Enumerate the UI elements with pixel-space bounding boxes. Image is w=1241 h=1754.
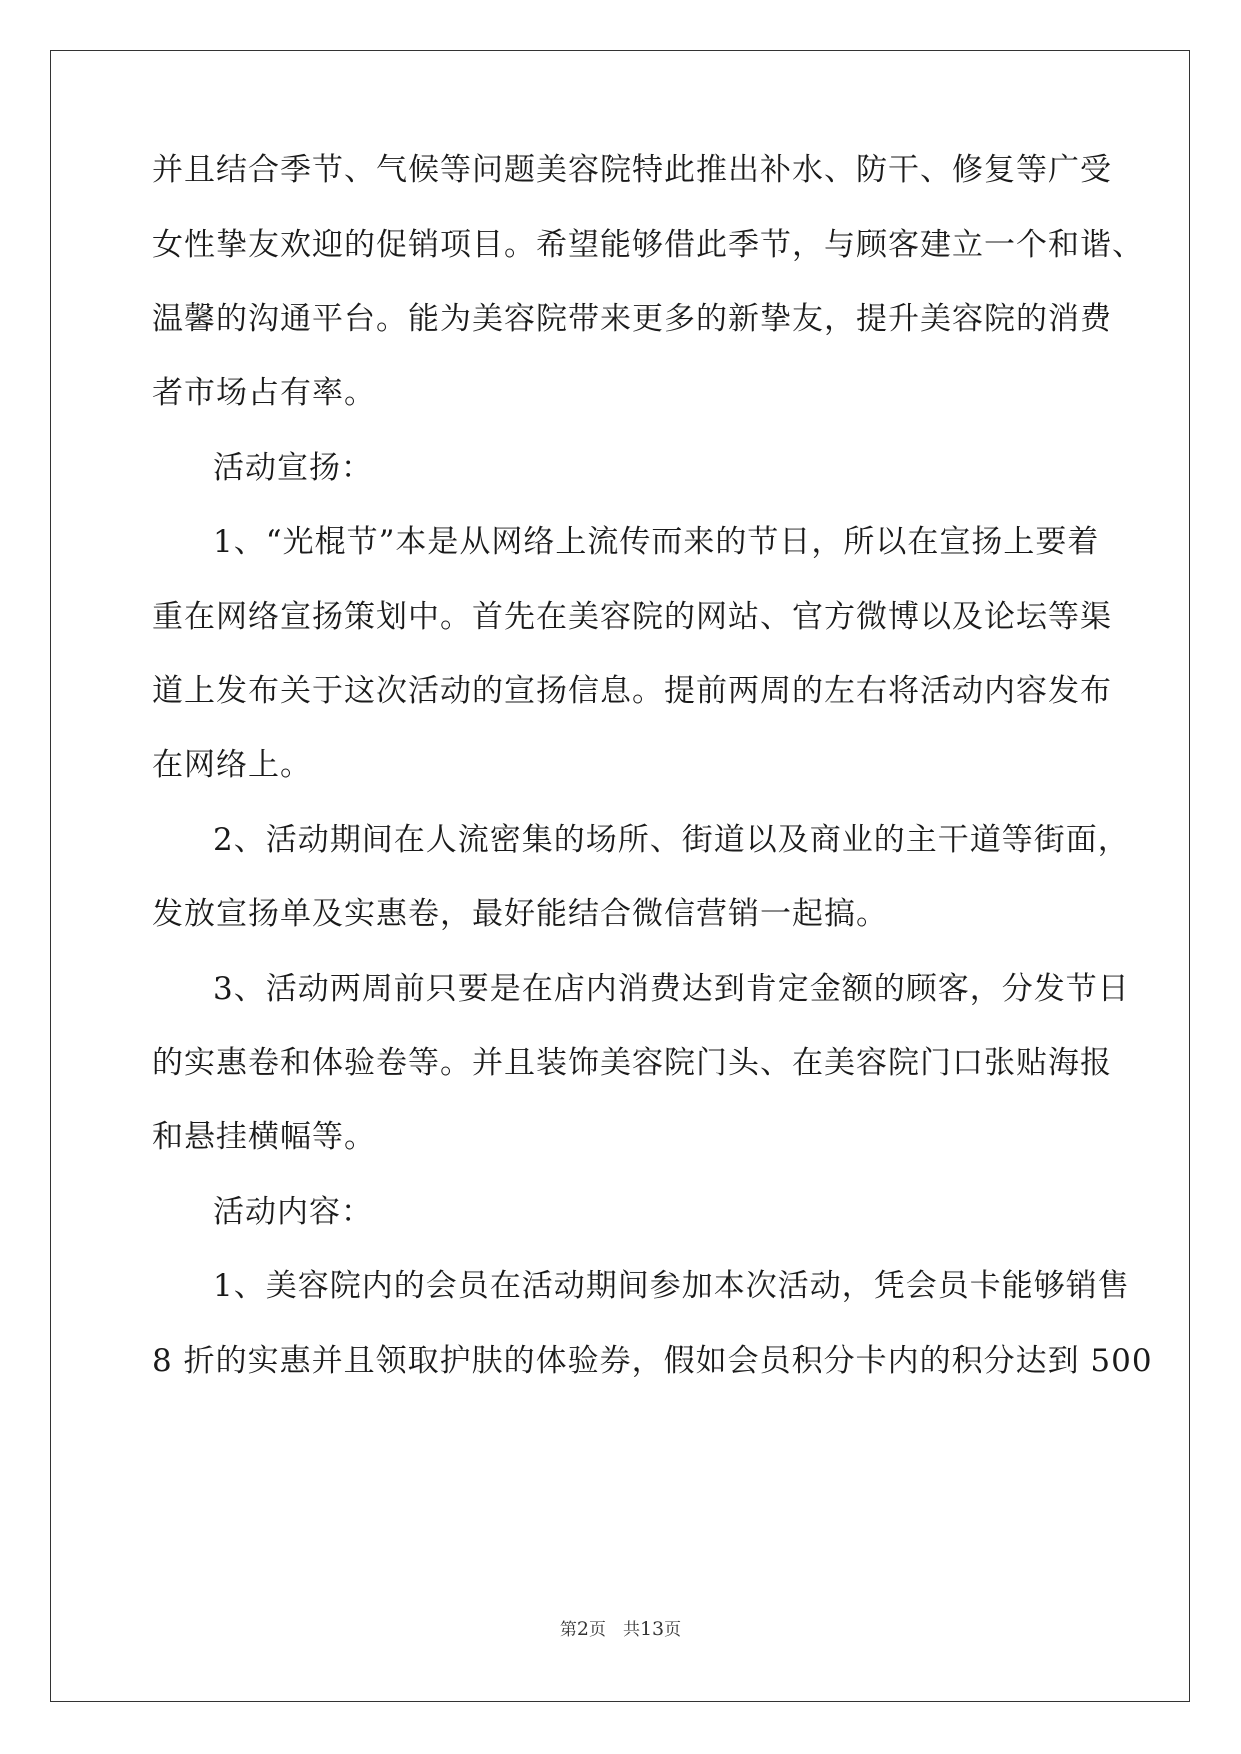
text-line: 1、“光棍节”本是从网络上流传而来的节日，所以在宣扬上要着	[213, 524, 1100, 560]
text-line: 女性挚友欢迎的促销项目。希望能够借此季节，与顾客建立一个和谐、	[152, 227, 1144, 263]
text-line: 温馨的沟通平台。能为美容院带来更多的新挚友，提升美容院的消费	[152, 301, 1112, 337]
text-line: 道上发布关于这次活动的宣扬信息。提前两周的左右将活动内容发布	[152, 673, 1112, 709]
section-heading: 活动内容：	[213, 1194, 373, 1230]
text-line: 重在网络宣扬策划中。首先在美容院的网站、官方微博以及论坛等渠	[152, 599, 1112, 635]
text-line: 和悬挂横幅等。	[152, 1119, 376, 1155]
page-border	[50, 50, 1190, 1702]
text-line: 在网络上。	[152, 747, 312, 783]
footer-suffix: 页	[664, 1620, 682, 1640]
text-line: 并且结合季节、气候等问题美容院特此推出补水、防干、修复等广受	[152, 152, 1112, 188]
text-line: 2、活动期间在人流密集的场所、街道以及商业的主干道等街面，	[213, 822, 1130, 858]
text-line: 1、美容院内的会员在活动期间参加本次活动，凭会员卡能够销售	[213, 1268, 1130, 1304]
section-heading: 活动宣扬：	[213, 450, 373, 486]
footer-mid: 页 共	[588, 1620, 640, 1640]
total-pages: 13	[639, 1618, 665, 1640]
text-line: 者市场占有率。	[152, 375, 376, 411]
text-line: 发放宣扬单及实惠卷，最好能结合微信营销一起搞。	[152, 896, 888, 932]
text-line: 8 折的实惠并且领取护肤的体验券，假如会员积分卡内的积分达到 500	[152, 1343, 1153, 1379]
page-number: 2	[576, 1618, 589, 1640]
text-line: 的实惠卷和体验卷等。并且装饰美容院门头、在美容院门口张贴海报	[152, 1045, 1112, 1081]
footer-prefix: 第	[559, 1620, 577, 1640]
page-footer	[0, 1615, 1241, 1640]
text-line: 3、活动两周前只要是在店内消费达到肯定金额的顾客，分发节日	[213, 971, 1130, 1007]
